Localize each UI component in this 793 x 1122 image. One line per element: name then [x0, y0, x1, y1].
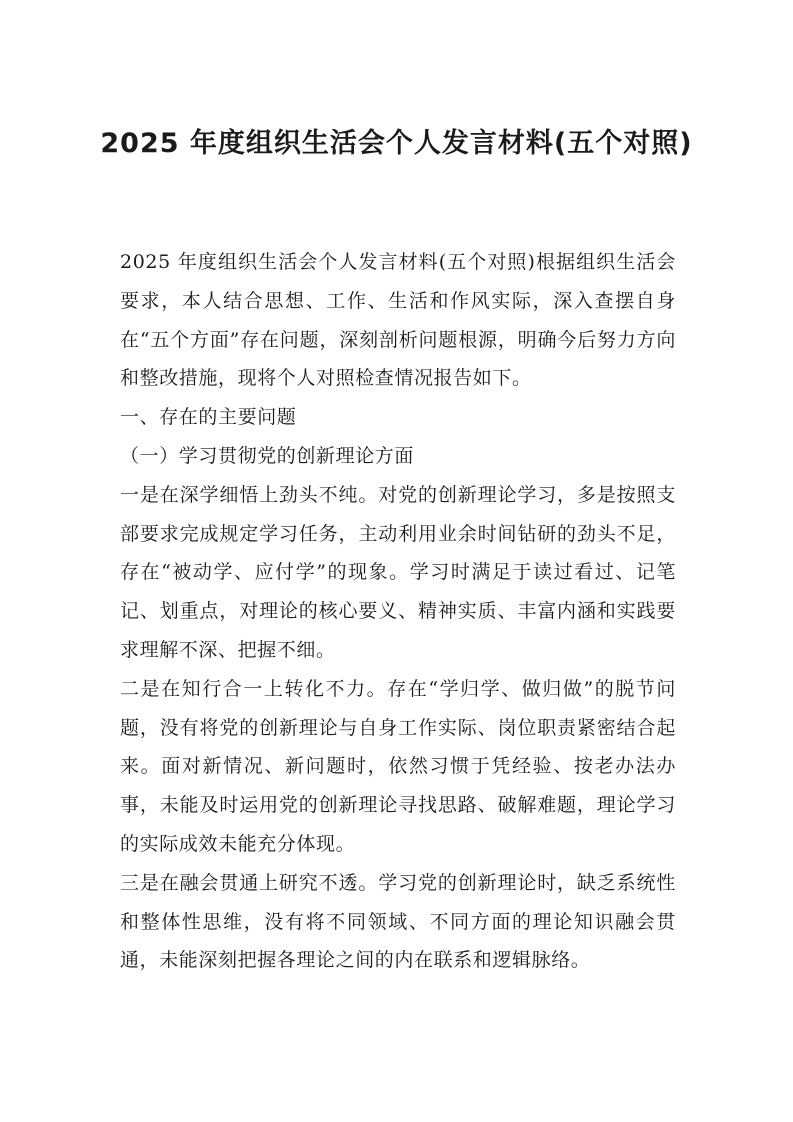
- subsection-heading: （一）学习贯彻党的创新理论方面: [120, 444, 415, 467]
- intro-paragraph: 2025 年度组织生活会个人发言材料(五个对照)根据组织生活会要求，本人结合思想、工作、生活和作风实际，深入查摆自身在“五个方面”存在问题，深刻剖析问题根源，明确今后努力方向和整改措施，现将个人对照检查情况报告如下。: [120, 251, 676, 390]
- body-paragraph-1: 一是在深学细悟上劲头不纯。对党的创新理论学习，多是按照支部要求完成规定学习任务，主动利用业余时间钻研的劲头不足，存在“被动学、应付学”的现象。学习时满足于读过看过、记笔记、划重点，对理论的核心要义、精神实质、丰富内涵和实践要求理解不深、把握不细。: [120, 483, 676, 661]
- document-title: 2025 年度组织生活会个人发言材料(五个对照): [100, 128, 693, 159]
- body-paragraph-3: 三是在融会贯通上研究不透。学习党的创新理论时，缺乏系统性和整体性思维，没有将不同领域、不同方面的理论知识融会贯通，未能深刻把握各理论之间的内在联系和逻辑脉络。: [120, 871, 676, 972]
- section-heading: 一、存在的主要问题: [120, 406, 297, 429]
- body-paragraph-2: 二是在知行合一上转化不力。存在“学归学、做归做”的脱节问题，没有将党的创新理论与自身工作实际、岗位职责紧密结合起来。面对新情况、新问题时，依然习惯于凭经验、按老办法办事，未能及时运用党的创新理论寻找思路、破解难题，理论学习的实际成效未能充分体现。: [120, 677, 676, 855]
- document-body: [120, 243, 676, 980]
